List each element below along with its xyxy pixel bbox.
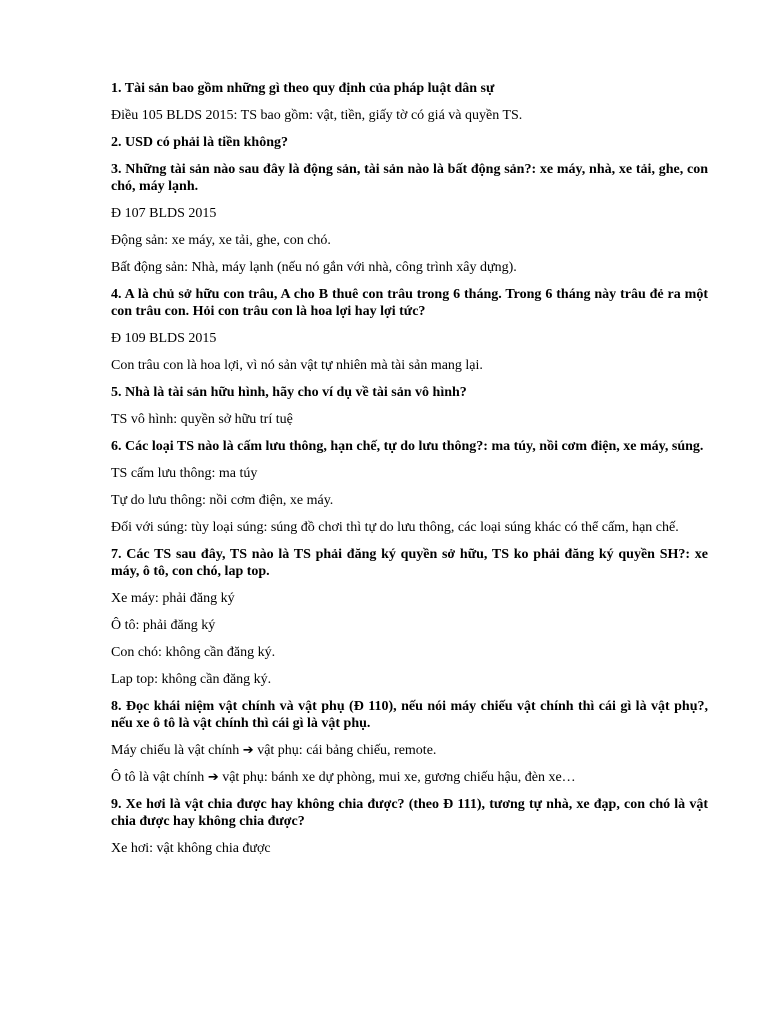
- answer-text: Xe máy: phải đăng ký: [111, 591, 235, 606]
- answer-with-arrow: [111, 769, 708, 786]
- answer-text: Động sản: xe máy, xe tải, ghe, con chó.: [111, 233, 331, 248]
- answer-text: Con chó: không cần đăng ký.: [111, 645, 276, 660]
- question-9: 9. Xe hơi là vật chia được hay không chia được? (theo Đ 111), tương tự nhà, xe đạp, con chó là vật chia được hay không chia được?: [111, 797, 708, 829]
- right-arrow-icon: ➔: [207, 770, 219, 785]
- answer-text: Lap top: không cần đăng ký.: [111, 672, 272, 687]
- answer-text: Bất động sản: Nhà, máy lạnh (nếu nó gắn với nhà, công trình xây dựng).: [111, 260, 517, 275]
- answer-with-arrow: [111, 742, 708, 759]
- right-arrow-icon: ➔: [242, 743, 254, 758]
- question-8: 8. Đọc khái niệm vật chính và vật phụ (Đ 110), nếu nói máy chiếu vật chính thì cái gì là vật phụ?, nếu xe ô tô là vật chính thì cái gì là vật phụ.: [111, 699, 708, 731]
- question-4: 4. A là chủ sở hữu con trâu, A cho B thuê con trâu trong 6 tháng. Trong 6 tháng này trâu đẻ ra một con trâu con. Hỏi con trâu con là hoa lợi hay lợi tức?: [111, 287, 708, 319]
- answer-text: Tự do lưu thông: nồi cơm điện, xe máy.: [111, 493, 334, 508]
- answer-text: Điều 105 BLDS 2015: TS bao gồm: vật, tiền, giấy tờ có giá và quyền TS.: [111, 108, 523, 123]
- question-5: 5. Nhà là tài sản hữu hình, hãy cho ví dụ về tài sản vô hình?: [111, 385, 467, 400]
- question-2: 2. USD có phải là tiền không?: [111, 135, 288, 150]
- answer-text: vật phụ: cái bảng chiếu, remote.: [253, 743, 437, 758]
- answer-text: Đ 107 BLDS 2015: [111, 206, 217, 221]
- question-3: 3. Những tài sản nào sau đây là động sản, tài sản nào là bất động sản?: xe máy, nhà, xe tải, ghe, con chó, máy lạnh.: [111, 162, 708, 194]
- answer-text: TS vô hình: quyền sở hữu trí tuệ: [111, 412, 293, 427]
- answer-text: TS cấm lưu thông: ma túy: [111, 466, 258, 481]
- answer-text: Ô tô là vật chính: [111, 770, 208, 785]
- answer-text: Máy chiếu là vật chính: [111, 743, 243, 758]
- answer-text: Đ 109 BLDS 2015: [111, 331, 217, 346]
- answer-text: Con trâu con là hoa lợi, vì nó sản vật tự nhiên mà tài sản mang lại.: [111, 358, 483, 373]
- answer-text: vật phụ: bánh xe dự phòng, mui xe, gương chiếu hậu, đèn xe…: [218, 770, 576, 785]
- question-7: 7. Các TS sau đây, TS nào là TS phải đăng ký quyền sở hữu, TS ko phải đăng ký quyền SH?: xe máy, ô tô, con chó, lap top.: [111, 547, 708, 579]
- answer-text: Xe hơi: vật không chia được: [111, 841, 271, 856]
- answer-text: Đối với súng: tùy loại súng: súng đồ chơi thì tự do lưu thông, các loại súng khác có thể cấm, hạn chế.: [111, 520, 679, 535]
- question-6: 6. Các loại TS nào là cấm lưu thông, hạn chế, tự do lưu thông?: ma túy, nồi cơm điện, xe máy, súng.: [111, 439, 704, 454]
- question-1: 1. Tài sản bao gồm những gì theo quy định của pháp luật dân sự: [111, 81, 495, 96]
- answer-text: Ô tô: phải đăng ký: [111, 618, 216, 633]
